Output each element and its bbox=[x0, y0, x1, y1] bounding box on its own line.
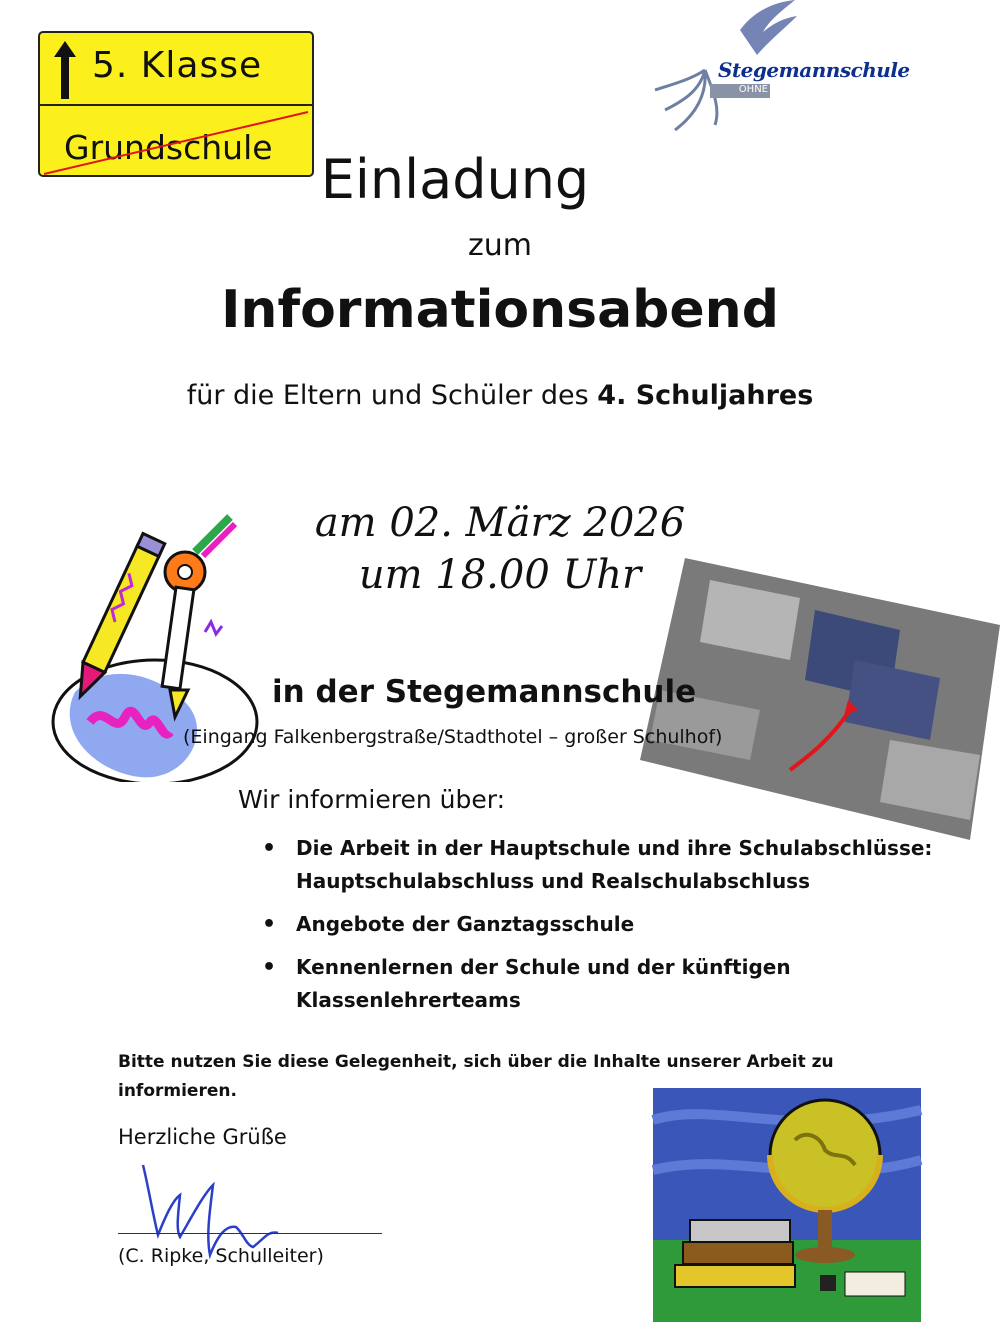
venue-name: in der Stegemannschule bbox=[272, 674, 697, 710]
audience-line bbox=[0, 380, 1000, 411]
topics-list bbox=[262, 832, 952, 1027]
logo-text: Stegemannschule bbox=[718, 58, 910, 82]
event-date: am 02. März 2026 bbox=[314, 500, 686, 546]
venue-entrance: (Eingang Falkenbergstraße/Stadthotel – großer Schulhof) bbox=[183, 726, 723, 748]
title-connector: zum bbox=[468, 228, 532, 263]
list-item: • Kennenlernen der Schule und der künftigen Klassenlehrerteams bbox=[262, 951, 952, 1017]
regards: Herzliche Grüße bbox=[118, 1125, 287, 1149]
headline: Informationsabend bbox=[221, 280, 779, 340]
sign-bottom-text: Grundschule bbox=[64, 128, 273, 167]
logo-subtext: OHNE bbox=[710, 84, 770, 98]
list-item: • Die Arbeit in der Hauptschule und ihre Schulabschlüsse: Hauptschulabschluss und Realschulabschluss bbox=[262, 832, 952, 898]
topics-intro: Wir informieren über: bbox=[238, 785, 506, 814]
closing-text: Bitte nutzen Sie diese Gelegenheit, sich über die Inhalte unserer Arbeit zu informieren. bbox=[118, 1052, 834, 1101]
event-time: um 18.00 Uhr bbox=[358, 552, 642, 598]
handwritten-signature bbox=[118, 1155, 308, 1295]
signature-line bbox=[118, 1233, 382, 1234]
signer-name: (C. Ripke, Schulleiter) bbox=[118, 1245, 324, 1267]
globe-books-illustration bbox=[635, 1080, 927, 1322]
audience-prefix: für die Eltern und Schüler des bbox=[186, 380, 598, 411]
page-title: Einladung bbox=[320, 148, 590, 211]
audience-emphasis: 4. Schuljahres bbox=[597, 380, 814, 411]
arrow-up-icon bbox=[52, 41, 78, 99]
sign-top-text: 5. Klasse bbox=[92, 45, 263, 86]
list-item: • Angebote der Ganztagsschule bbox=[262, 908, 952, 941]
